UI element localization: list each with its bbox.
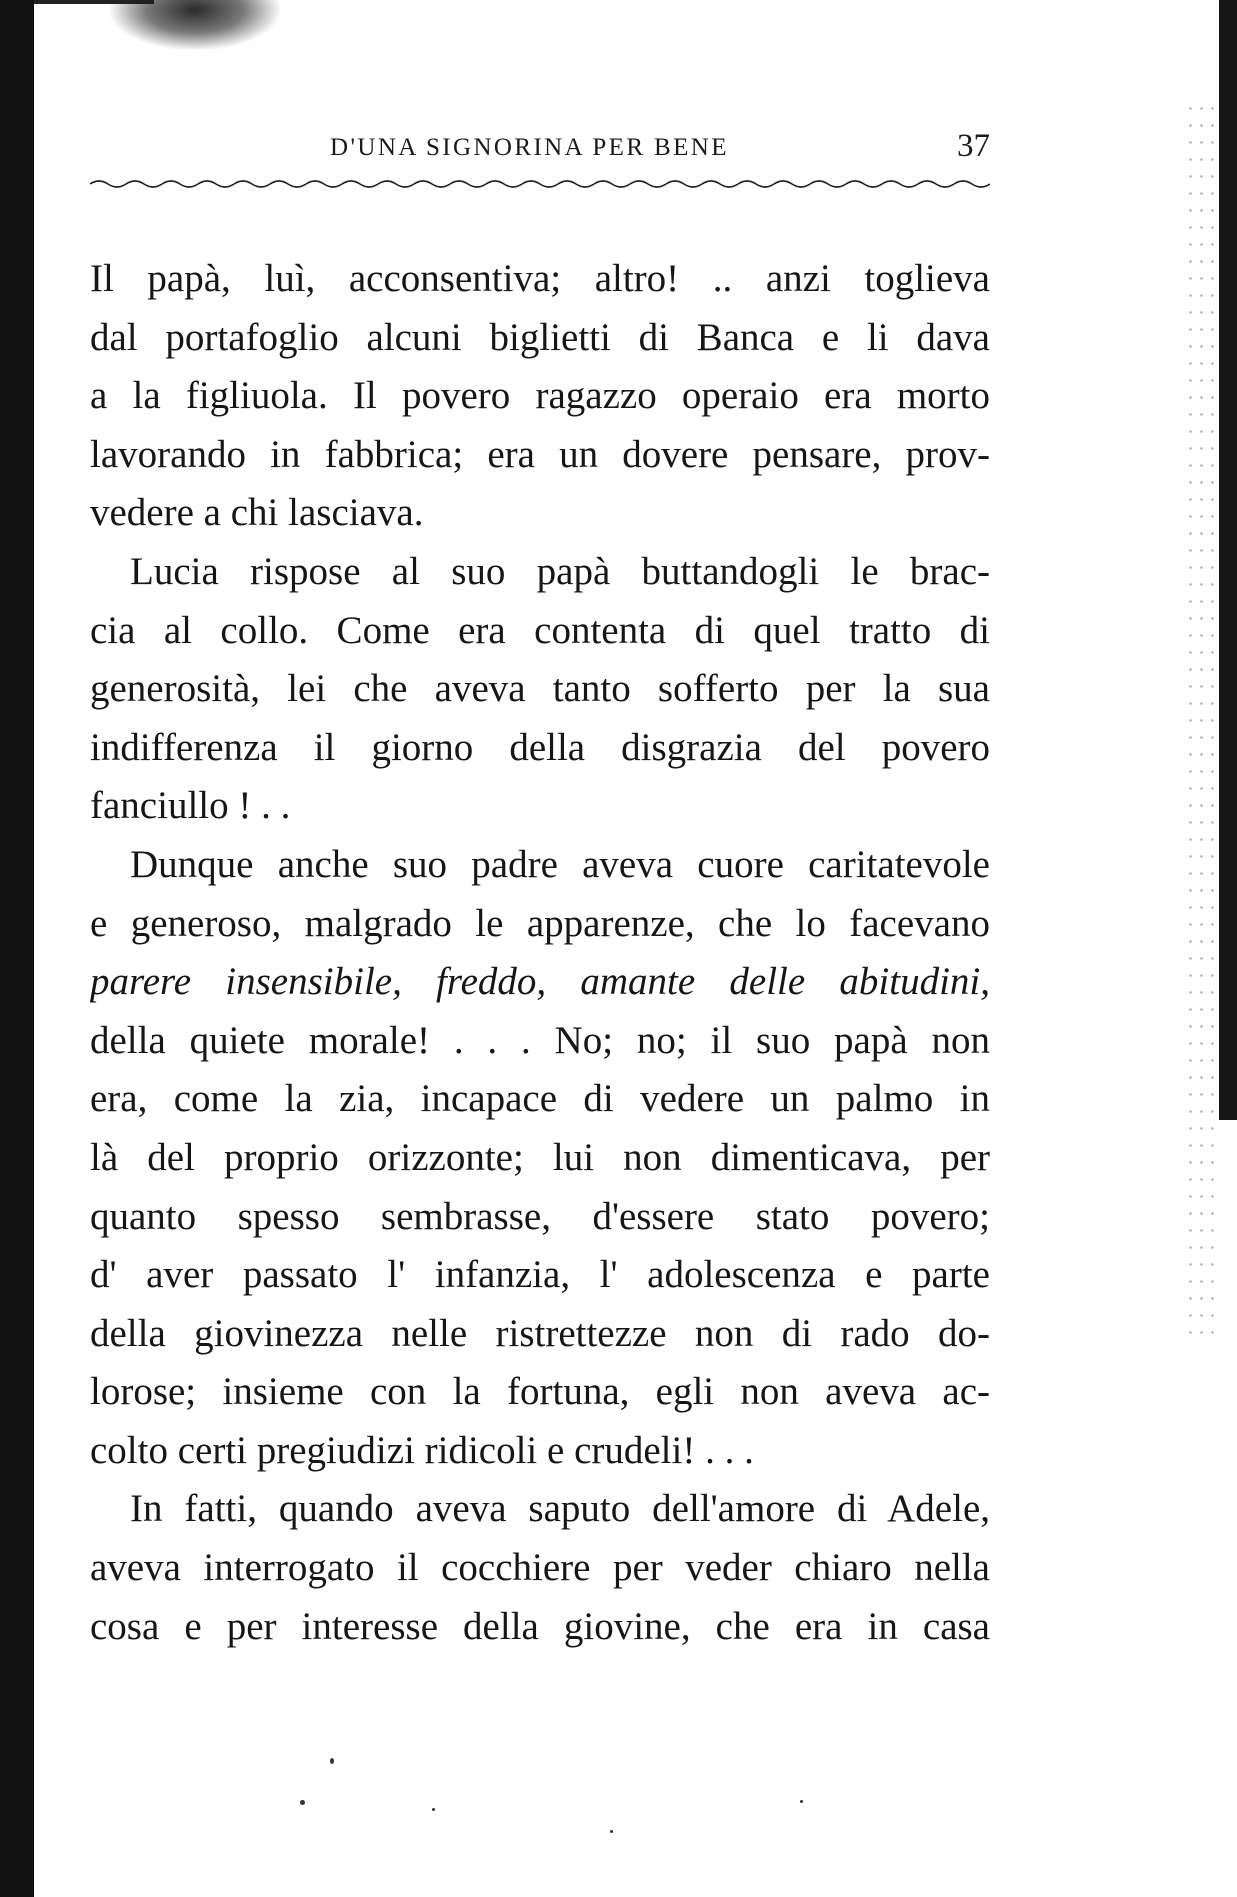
text-line: della giovinezza nelle ristrettezze non di rado do- [90,1311,990,1355]
scan-speck [800,1800,803,1803]
book-spine-shadow [0,0,34,1897]
text-line: lorose; insieme con la fortuna, egli non aveva ac- [90,1370,990,1414]
text-line: indifferenza il giorno della disgrazia del povero [90,725,990,769]
text-line: e generoso, malgrado le apparenze, che lo facevano [90,901,990,945]
scan-noise [1185,100,1215,1340]
text-line: era, come la zia, incapace di vedere un palmo in [90,1077,990,1121]
ink-blot [110,0,280,50]
running-head [90,128,990,168]
text-line: là del proprio orizzonte; lui non dimenticava, per [90,1135,990,1179]
text-line: In fatti, quando aveva saputo dell'amore di Adele, [130,1487,990,1531]
text-line: vedere a chi lasciava. [90,491,424,535]
scan-speck [610,1830,613,1833]
text-line: Dunque anche suo padre aveva cuore caritatevole [130,842,990,886]
body-text [90,250,990,1656]
text-line: lavorando in fabbrica; era un dovere pensare, prov- [90,432,990,476]
text-line: cia al collo. Come era contenta di quel tratto di [90,608,990,652]
scan-speck [432,1808,435,1811]
text-line: Il papà, luì, acconsentiva; altro! .. anzi toglieva [90,257,990,300]
running-title: D'UNA SIGNORINA PER BENE [330,134,729,161]
text-line: aveva interrogato il cocchiere per veder chiaro nella [90,1546,990,1590]
italic-phrase: parere insensibile, freddo, amante delle abitudini, [90,960,990,1004]
text-line: Lucia rispose al suo papà buttandogli le brac- [130,549,990,593]
text-line: fanciullo ! . . [90,784,291,828]
text-line: generosità, lei che aveva tanto sofferto per la sua [90,667,990,711]
text-line: della quiete morale! . . . No; no; il suo papà non [90,1018,990,1062]
text-line: quanto spesso sembrasse, d'essere stato povero; [90,1194,990,1238]
text-line [90,953,990,1012]
text-line: cosa e per interesse della giovine, che era in casa [90,1604,990,1648]
page-edge-shadow [1219,0,1237,1120]
scan-speck [330,1758,334,1764]
text-line: dal portafoglio alcuni biglietti di Banca e li dava [90,315,990,359]
text-line: colto certi pregiudizi ridicoli e crudeli! . . . [90,1428,754,1472]
text-line: a la figliuola. Il povero ragazzo operaio era morto [90,374,990,418]
page-number: 37 [957,128,990,164]
scan-speck [300,1800,305,1805]
text-line: d' aver passato l' infanzia, l' adolescenza e parte [90,1253,990,1297]
ornamental-rule [90,176,990,192]
